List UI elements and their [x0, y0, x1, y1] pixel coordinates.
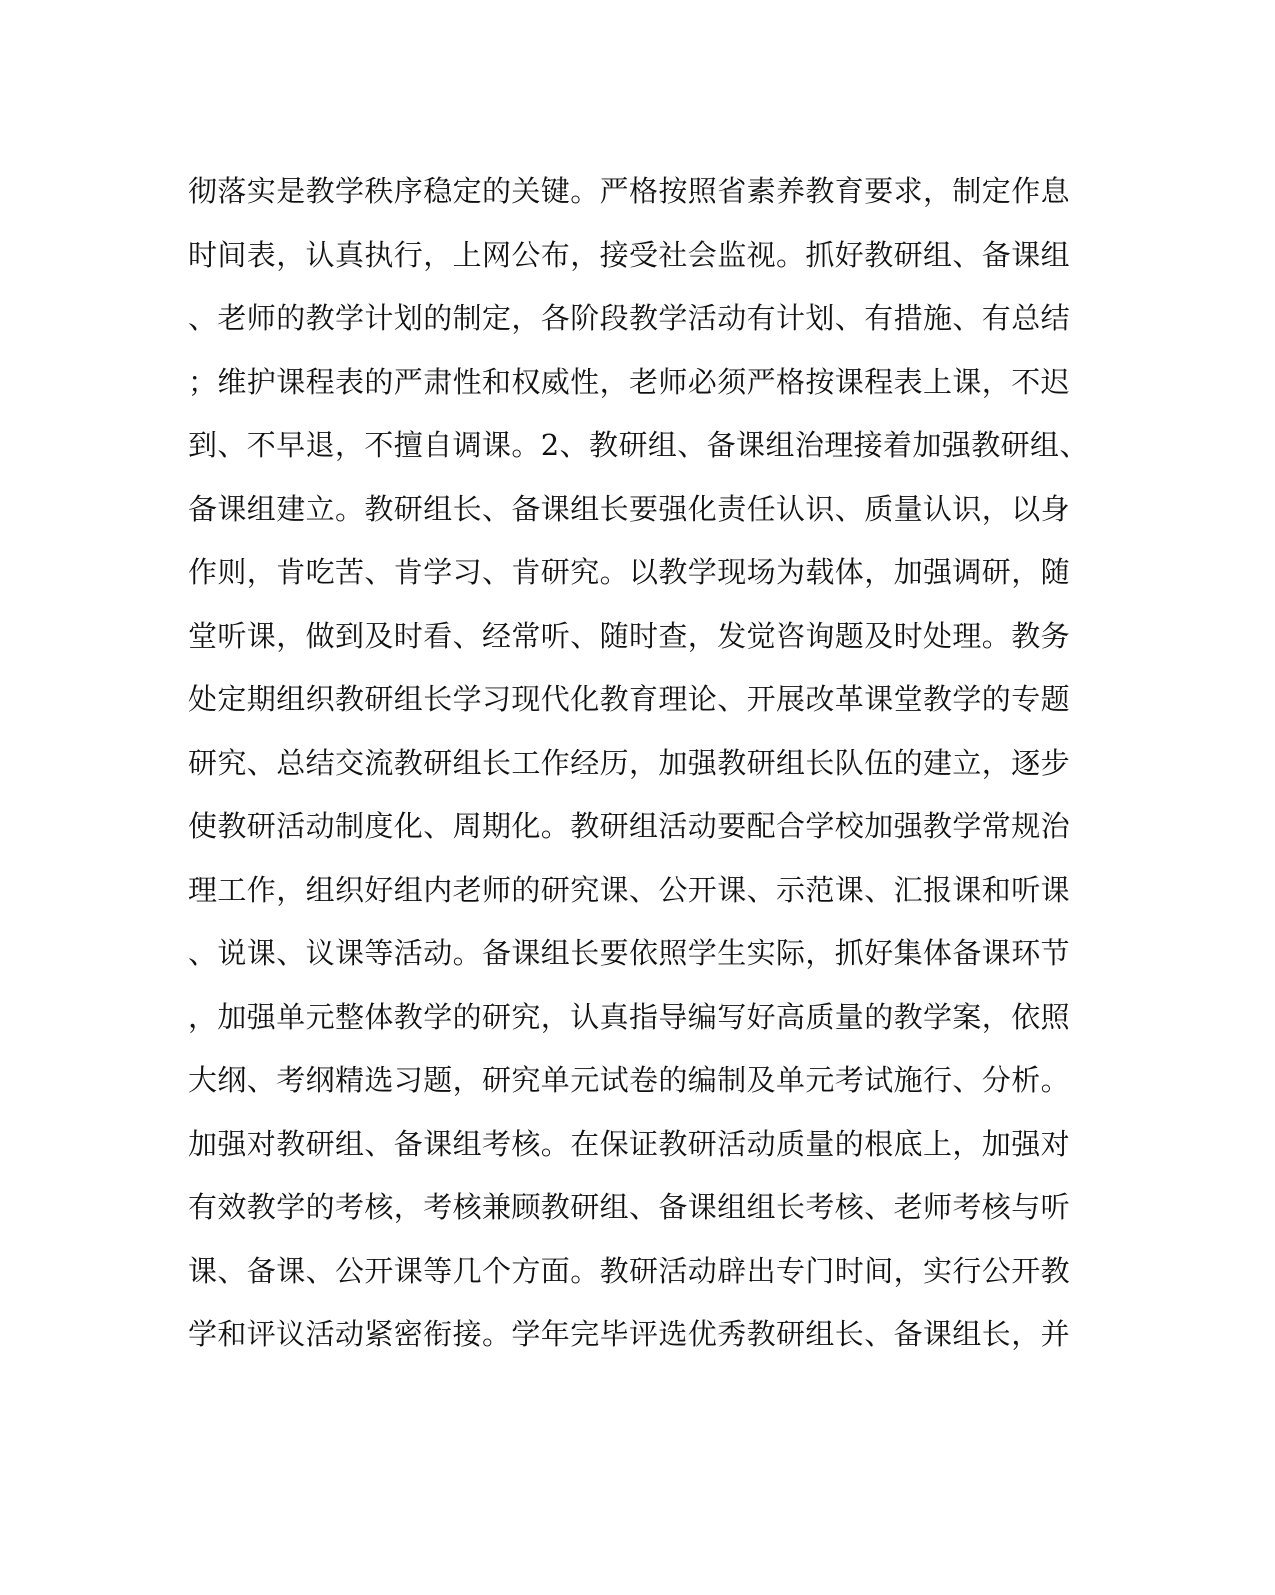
text-line-9: 处定期组织教研组长学习现代化教育理论、开展改革课堂教学的专题	[188, 682, 1071, 716]
text-line-1: 彻落实是教学秩序稳定的关键。严格按照省素养教育要求，制定作息	[188, 174, 1071, 208]
text-line-2: 时间表，认真执行，上网公布，接受社会监视。抓好教研组、备课组	[188, 237, 1071, 272]
text-line-15: 大纲、考纲精选习题，研究单元试卷的编制及单元考试施行、分析。	[188, 1063, 1071, 1097]
text-line-8: 堂听课，做到及时看、经常听、随时查，发觉咨询题及时处理。教务	[188, 618, 1071, 653]
text-line-11: 使教研活动制度化、周期化。教研组活动要配合学校加强教学常规治	[188, 809, 1071, 843]
text-line-12: 理工作，组织好组内老师的研究课、公开课、示范课、汇报课和听课	[188, 872, 1071, 907]
text-line-13: 、说课、议课等活动。备课组长要依照学生实际，抓好集体备课环节	[188, 936, 1071, 970]
text-line-6: 备课组建立。教研组长、备课组长要强化责任认识、质量认识，以身	[188, 491, 1071, 526]
text-line-19: 学和评议活动紧密衔接。学年完毕评选优秀教研组长、备课组长，并	[188, 1317, 1071, 1351]
text-line-7: 作则，肯吃苦、肯学习、肯研究。以教学现场为载体，加强调研，随	[188, 555, 1071, 589]
text-line-5: 到、不早退，不擅自调课。2、教研组、备课组治理接着加强教研组、	[188, 428, 1089, 462]
text-line-16: 加强对教研组、备课组考核。在保证教研活动质量的根底上，加强对	[188, 1126, 1071, 1161]
body-text	[188, 160, 1089, 1367]
text-line-17: 有效教学的考核，考核兼顾教研组、备课组组长考核、老师考核与听	[188, 1190, 1071, 1224]
text-line-14: ，加强单元整体教学的研究，认真指导编写好高质量的教学案，依照	[188, 999, 1071, 1034]
text-line-10: 研究、总结交流教研组长工作经历，加强教研组长队伍的建立，逐步	[188, 745, 1071, 780]
text-line-18: 课、备课、公开课等几个方面。教研活动辟出专门时间，实行公开教	[188, 1253, 1071, 1288]
text-line-3: 、老师的教学计划的制定，各阶段教学活动有计划、有措施、有总结	[188, 301, 1071, 335]
text-line-4: ；维护课程表的严肃性和权威性，老师必须严格按课程表上课，不迟	[188, 364, 1071, 399]
